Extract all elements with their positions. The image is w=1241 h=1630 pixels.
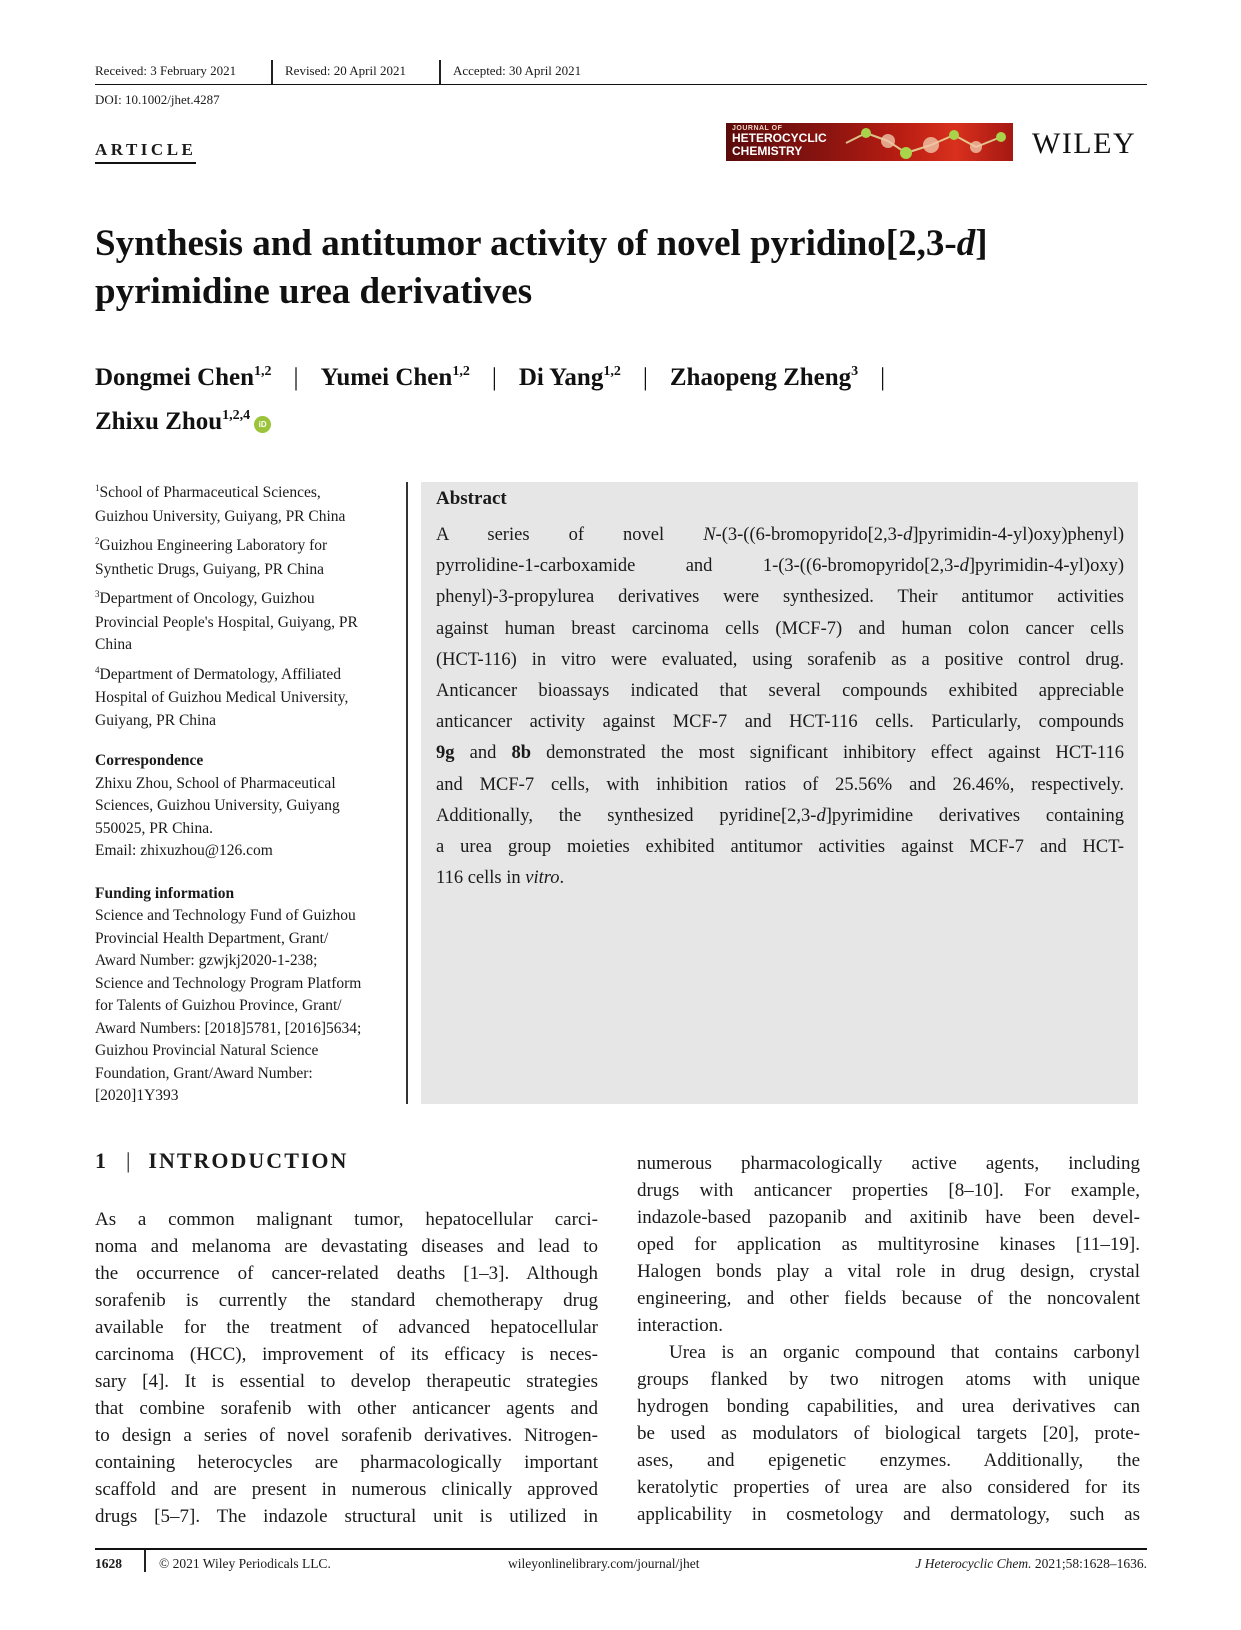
paper-title: Synthesis and antitumor activity of novel pyridino[2,3-d] pyrimidine urea derivatives — [95, 223, 988, 312]
intro-column-left: As a common malignant tumor, hepatocellular carci- noma and melanoma are devastating diseases and lead to the occurrence of cancer-related deaths [1–3]. Although sorafenib is currently the standard chemotherapy drug available for the treatment of advanced hepatocellular carcinoma (HCC), improvement of its efficacy is neces- sary [4]. It is essential to develop therapeutic strategies that combine sorafenib with other anticancer agents and to design a series of novel sorafenib derivatives. Nitrogen- containing heterocycles are pharmacologically important scaffold and are present in numerous clinically approved drugs [5–7]. The indazole structural unit is utilized in — [95, 1209, 598, 1527]
section-heading-introduction: 1 | INTRODUCTION — [95, 1148, 349, 1173]
footer-divider — [95, 1548, 1147, 1550]
sidebar-metadata — [95, 482, 395, 1128]
correspondence: Correspondence Zhixu Zhou, School of Pharmaceutical Sciences, Guizhou University, Guiyang 550025, PR China. Email: zhixuzhou@126.com — [95, 750, 395, 863]
affiliation: $^4$Department of Dermatology, Affiliated Hospital of Guizhou Medical University, Guiyang, PR China — [95, 664, 349, 729]
journal-banner — [726, 123, 1013, 161]
molecule-graphic-icon — [836, 123, 1013, 161]
author-name[interactable]: Zhaopeng Zheng$^3$ — [669, 364, 859, 391]
footer-separator — [144, 1550, 146, 1572]
header-divider — [439, 60, 441, 84]
author-name[interactable]: Yumei Chen$^{1,2}$ — [320, 364, 470, 391]
header-divider — [271, 60, 273, 84]
copyright: © 2021 Wiley Periodicals LLC. — [159, 1556, 331, 1571]
author-name[interactable]: Zhixu Zhou$^{1,2,4}$ — [95, 408, 251, 435]
journal-url[interactable]: wileyonlinelibrary.com/journal/jhet — [508, 1556, 700, 1571]
doi[interactable]: DOI: 10.1002/jhet.4287 — [95, 92, 220, 107]
citation: J Heterocyclic Chem. 2021;58:1628–1636. — [915, 1556, 1147, 1571]
author-list: Dongmei Chen$^{1,2}$ | Yumei Chen$^{1,2}$ | Di Yang$^{1,2}$ | Zhaopeng Zheng$^3$ | Zhixu Zhou$^{1,2,4}$iD — [95, 364, 886, 435]
correspondence-heading: Correspondence — [95, 752, 204, 769]
page-number: 1628 — [95, 1556, 122, 1571]
abstract-heading: Abstract — [436, 488, 507, 509]
correspondence-email[interactable]: Email: zhixuzhou@126.com — [95, 842, 273, 859]
header-dates — [95, 62, 1147, 85]
author-name[interactable]: Dongmei Chen$^{1,2}$ — [95, 364, 272, 391]
abstract-box — [421, 482, 1138, 1104]
journal-name-line2: HETEROCYCLIC CHEMISTRY — [732, 131, 827, 158]
funding-heading: Funding information — [95, 884, 235, 902]
author-name[interactable]: Di Yang$^{1,2}$ — [518, 364, 621, 391]
affiliation: $^2$Guizhou Engineering Laboratory for Synthetic Drugs, Guiyang, PR China — [95, 536, 328, 578]
funding-information: Funding information Science and Technology Fund of Guizhou Provincial Health Department, Grant/ Award Number: gzwjkj2020-1-238; Science and Technology Program Platform for Talents of Guizhou Province, Grant/ Award Numbers: [2018]5781, [2016]5634; Guizhou Provincial Natural Science Foundation, Grant/Award Number: [2020]1Y393 — [95, 883, 395, 1108]
affiliations — [95, 482, 395, 732]
revised-date: Revised: 20 April 2021 — [285, 63, 406, 78]
publisher-logo: WILEY — [1032, 127, 1137, 160]
orcid-icon[interactable]: iD — [254, 416, 271, 433]
accepted-date: Accepted: 30 April 2021 — [453, 63, 582, 78]
journal-name-line1: JOURNAL OF — [732, 125, 783, 132]
affiliation: $^3$Department of Oncology, Guizhou Provincial People's Hospital, Guiyang, PR China — [95, 589, 358, 653]
intro-column-right: numerous pharmacologically active agents, including drugs with anticancer properties [8–10]. For example, indazole-based pazopanib and axitinib have been devel- oped for application as multityrosine kinases [11–19]. Halogen bonds play a vital role in drug design, crystal engineering, and other fields because of the noncovalent interaction. Urea is an organic compound that contains carbonyl groups flanked by two nitrogen atoms with unique hydrogen bonding capabilities, and urea derivatives can be used as modulators of biological targets [20], prote- ases, and epigenetic enzymes. Additionally, the keratolytic properties of urea are also considered for its applicability in cosmetology and dermatology, such as — [637, 1153, 1140, 1525]
abstract-text: A series of novel N-(3-((6-bromopyrido[2,3-d]pyrimidin-4-yl)oxy)phenyl) pyrrolidine-1-carboxamide and 1-(3-((6-bromopyrido[2,3-d]pyrimidin-4-yl)oxy) phenyl)-3-propylurea derivatives were synthesized. Their antitumor activities against human breast carcinoma cells (MCF-7) and human colon cancer cells (HCT-116) in vitro were evaluated, using sorafenib as a positive control drug. Anticancer bioassays indicated that several compounds exhibited appreciable anticancer activity against MCF-7 and HCT-116 cells. Particularly, compounds 9g and 8b demonstrated the most significant inhibitory effect against HCT-116 and MCF-7 cells, with inhibition ratios of 25.56% and 26.46%, respectively. Additionally, the synthesized pyridine[2,3-d]pyrimidine derivatives containing a urea group moieties exhibited antitumor activities against MCF-7 and HCT- 116 cells in vitro. — [436, 525, 1124, 889]
affiliation: $^1$School of Pharmaceutical Sciences, Guizhou University, Guiyang, PR China — [95, 483, 346, 525]
sidebar-divider — [406, 482, 408, 1104]
received-date: Received: 3 February 2021 — [95, 63, 237, 78]
article-type-label: ARTICLE — [95, 140, 196, 164]
